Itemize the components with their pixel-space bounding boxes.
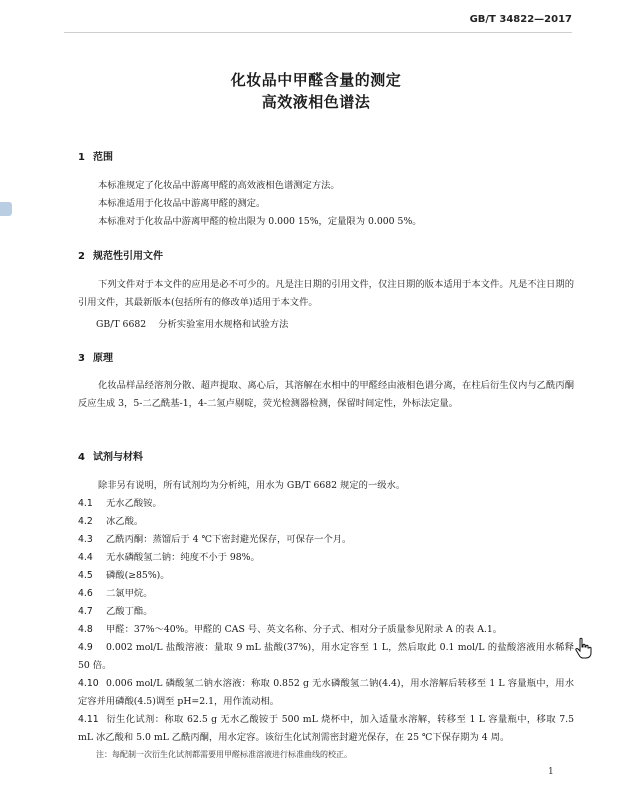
section-heading-normative-references: [78, 247, 163, 262]
principle-paragraph: 化妆品样品经溶剂分散、超声提取、离心后，其溶解在水相中的甲醛经由液相色谱分离，在柱后衍生仪内与乙酰丙酮反应生成 3，5-二乙酰基-1，4-二氢卢剔啶，荧光检测器检测，保留时间定性，外标法定量。: [78, 380, 574, 409]
section-number: 3: [78, 353, 85, 364]
section-title: 试剂与材料: [93, 452, 143, 463]
section-title: 规范性引用文件: [93, 251, 163, 262]
section-number: 4: [78, 452, 85, 463]
section-title: 原理: [93, 353, 113, 364]
scope-paragraph-3: 本标准对于化妆品中游离甲醛的检出限为 0.000 15%，定量限为 0.000 5%。: [98, 216, 422, 227]
section-heading-scope: [78, 148, 113, 163]
reagent-item: 4.4 无水磷酸氢二钠：纯度不小于 98%。: [78, 552, 260, 563]
reagent-item: 4.8 甲醛：37%～40%。甲醛的 CAS 号、英文名称、分子式、相对分子质量参见附录 A 的表 A.1。: [78, 624, 503, 635]
document-subtitle: 高效液相色谱法: [261, 93, 371, 111]
reagent-item: 4.11 衍生化试剂：称取 62.5 g 无水乙酸铵于 500 mL 烧杯中，加入适量水溶解，转移至 1 L 容量瓶中，移取 7.5 mL 冰乙酸和 5.0 mL 乙酰丙酮，用水定容。该衍生化试剂需密封避光保存，在 25 ℃下保存期为 4 周。: [78, 714, 574, 743]
section-heading-principle: [78, 349, 113, 364]
standard-code: GB/T 34822—2017: [469, 14, 572, 25]
reference-code: GB/T 6682: [96, 319, 147, 330]
scope-paragraph-1: 本标准规定了化妆品中游离甲醛的高效液相色谱测定方法。: [98, 180, 340, 191]
reagent-item: 4.6 二氯甲烷。: [78, 588, 153, 599]
section-number: 2: [78, 251, 85, 262]
reagent-item: 4.3 乙酰丙酮：蒸馏后于 4 ℃下密封避光保存，可保存一个月。: [78, 534, 352, 545]
document-title: 化妆品中甲醛含量的测定: [230, 71, 402, 89]
header-rule: [64, 32, 572, 33]
reference-entry: [96, 316, 288, 330]
reagent-item: 4.10 0.006 mol/L 磷酸氢二钠水溶液：称取 0.852 g 无水磷酸氢二钠(4.4)，用水溶解后转移至 1 L 容量瓶中，用水定容并用磷酸(4.5)调至 pH=2.1，用作流动相。: [78, 678, 574, 707]
hand-cursor-icon: [573, 637, 593, 659]
section-title: 范围: [93, 152, 113, 163]
section-heading-reagents: [78, 448, 143, 463]
section-number: 1: [78, 152, 85, 163]
page-number: 1: [548, 767, 554, 777]
reagent-item: 4.2 冰乙酸。: [78, 516, 144, 527]
references-paragraph: 下列文件对于本文件的应用是必不可少的。凡是注日期的引用文件，仅注日期的版本适用于本文件。凡是不注日期的引用文件，其最新版本(包括所有的修改单)适用于本文件。: [78, 279, 574, 308]
reagents-intro: 除非另有说明，所有试剂均为分析纯，用水为 GB/T 6682 规定的一级水。: [98, 480, 406, 491]
reference-title: 分析实验室用水规格和试验方法: [158, 319, 289, 330]
reagent-item: 4.1 无水乙酸铵。: [78, 498, 162, 509]
reagent-item: 4.5 磷酸(≥85%)。: [78, 570, 170, 581]
side-tab-icon[interactable]: [0, 202, 12, 216]
scope-paragraph-2: 本标准适用于化妆品中游离甲醛的测定。: [98, 198, 266, 209]
reagents-note: 注：每配制一次衍生化试剂都需要用甲醛标准溶液进行标准曲线的校正。: [96, 750, 352, 759]
reagent-item: 4.9 0.002 mol/L 盐酸溶液：量取 9 mL 盐酸(37%)，用水定容至 1 L，然后取此 0.1 mol/L 的盐酸溶液用水稀释 50 倍。: [78, 642, 574, 671]
reagent-item: 4.7 乙酸丁酯。: [78, 606, 153, 617]
